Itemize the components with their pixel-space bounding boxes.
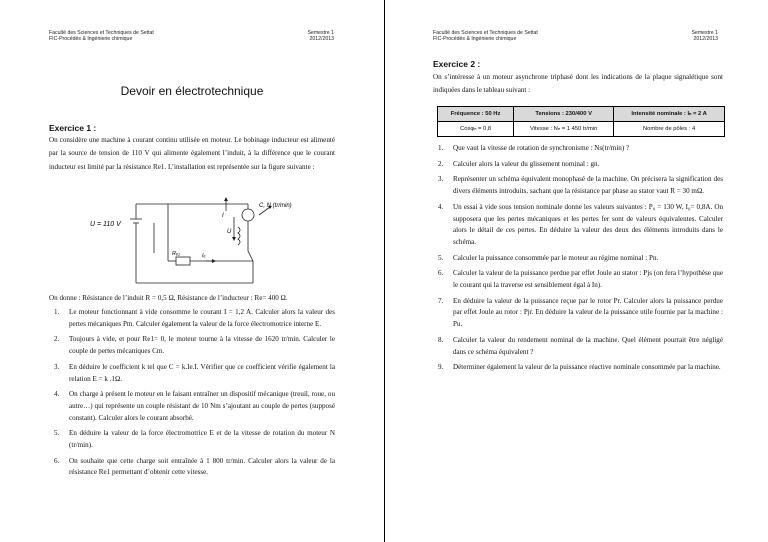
institution-line-2: FIC-Procédés & Ingénierie chimique (433, 36, 517, 43)
table-cell: Nombre de pôles : 4 (614, 122, 725, 137)
list-item: 5. Calculer la puissance consommée par le moteur au régime nominal : Pn. (438, 253, 659, 262)
header-institution (49, 30, 154, 43)
list-item: 1. Le moteur fonctionnant à vide consomme le courant I = 1,2 A. Calculer alors la valeur des pertes mécaniques Pm. Calculer également la valeur de la force électromotrice interne E. (54, 308, 335, 328)
exercise-1-intro: On considère une machine à courant continu utilisée en moteur. Le bobinage inducteur est alimenté par la source de tension de 110 V qui alimente également l’induit, à la différence que le courant inducteur est limité par la résistance Re1. L’installation est représentée sur la figure suivante : (49, 136, 335, 171)
circuit-figure (88, 193, 292, 285)
table-cell: Fréquence : 50 Hz (438, 107, 514, 122)
semester-label: Semestre 1 (691, 30, 718, 36)
exercise-1-questions (49, 307, 335, 483)
semester-label: Semestre 1 (307, 30, 334, 36)
list-item: 3. En déduire le coefficient k tel que C = k.Ie.I. Vérifier que ce coefficient vérifie également la relation E = k .1Ω. (54, 362, 335, 383)
exercise-1-given: On donne : Résistance de l’induit R = 0,5 Ω, Résistance de l’inducteur : Re= 400 Ω. (49, 294, 288, 302)
table-row (438, 122, 725, 137)
exercise-2-questions (433, 143, 723, 378)
current-label: I (222, 213, 224, 219)
institution-line-2: FIC-Procédés & Ingénierie chimique (49, 36, 133, 43)
header-semester-right (674, 30, 718, 43)
institution-line-1: Faculté des Sciences et Techniques de Settat (433, 30, 538, 36)
header-semester (290, 30, 334, 43)
exercise-1-heading: Exercice 1 : (49, 123, 97, 133)
year-label: 2012/2013 (693, 36, 718, 43)
ie-label: Iₑ (202, 253, 206, 259)
table-cell: Cosφₙ = 0,8 (438, 122, 514, 137)
list-item: 4. Un essai à vide sous tension nominale donne les valeurs suivantes : P₀ = 130 W, I₀= 0,8A. On supposera que les pertes mécaniques et les pertes fer sont de valeurs équivalentes. Calculer alors le détail de ces pertes. En déduire la valeur des deux des éléments introduits dans le schéma. (438, 202, 723, 246)
list-item: 2. Toujours à vide, et pour Re1= 0, le moteur tourne à la vitesse de 1620 tr/min. Calculer le couple de pertes mécaniques Cm. (54, 335, 335, 356)
list-item: 9. Déterminer également la valeur de la puissance réactive nominale consommée par la machine. (438, 363, 721, 372)
list-item: 4. On charge à présent le moteur en le faisant entraîner un dispositif mécanique (treuil, roue, ou autre…) qui représente un couple résistant de 10 Nm s’ajoutant au couple de pertes (supposé constant). Calculer alors le courant absorbé. (54, 390, 335, 422)
list-item: 2. Calculer alors la valeur du glissement nominal : gn. (438, 159, 600, 168)
list-item: 6. On souhaite que cette charge soit entraînée à 1 800 tr/min. Calculer alors la valeur de la résistance Re1 permettant d’obtenir cette vitesse. (54, 456, 335, 477)
page-title: Devoir en électrotechnique (120, 84, 264, 98)
table-cell: Vitesse : Nₙ = 1 450 tr/min (514, 122, 614, 137)
speed-label: C, N (tr/min) (259, 203, 292, 209)
exercise-2-intro: On s’intéresse à un moteur asynchrone triphasé dont les indications de la plaque signalétique sont indiquées dans le tableau suivant : (433, 73, 723, 94)
exercise-2-heading: Exercice 2 : (433, 59, 481, 69)
header-institution-right (433, 30, 538, 43)
re1-label: Rₑ₁ (172, 251, 180, 257)
list-item: 1. Que vaut la vitesse de rotation de synchronisme : Ns(tr/min) ? (438, 144, 630, 152)
right-page (385, 0, 768, 542)
nameplate-table (437, 106, 725, 137)
voltage-label: U = 110 V (90, 221, 121, 228)
voltage-u-label: U (227, 229, 232, 235)
year-label: 2012/2013 (309, 36, 334, 43)
table-cell: Tensions : 230/400 V (514, 107, 614, 122)
table-cell: Intensité nominale : Iₙ = 2 A (614, 107, 725, 122)
list-item: 3. Représenter un schéma équivalent monophasé de la machine. On précisera la signification des divers éléments introduits, sachant que la résistance par phase au stator vaut R = 30 mΩ. (438, 175, 723, 196)
list-item: 6. Calculer la valeur de la puissance perdue par effet Joule au stator : Pjs (on fera l’hypothèse que le courant qui la traverse est sensiblement égal à In). (438, 269, 723, 290)
table-row (438, 107, 725, 122)
list-item: 7. En déduire la valeur de la puissance reçue par le rotor Pr. Calculer alors la puissance perdue par effet Joule au rotor : Pjr. En déduire la valeur de la puissance utile fournie par la machine : Pu. (438, 296, 723, 329)
list-item: 8. Calculer la valeur du rendement nominal de la machine. Quel élément pourrait être négligé dans ce schéma équivalent ? (438, 335, 723, 356)
list-item: 5. En déduire la valeur de la force électromotrice E et de la vitesse de rotation du moteur N (tr/min). (54, 429, 335, 450)
institution-line-1: Faculté des Sciences et Techniques de Settat (49, 30, 154, 36)
